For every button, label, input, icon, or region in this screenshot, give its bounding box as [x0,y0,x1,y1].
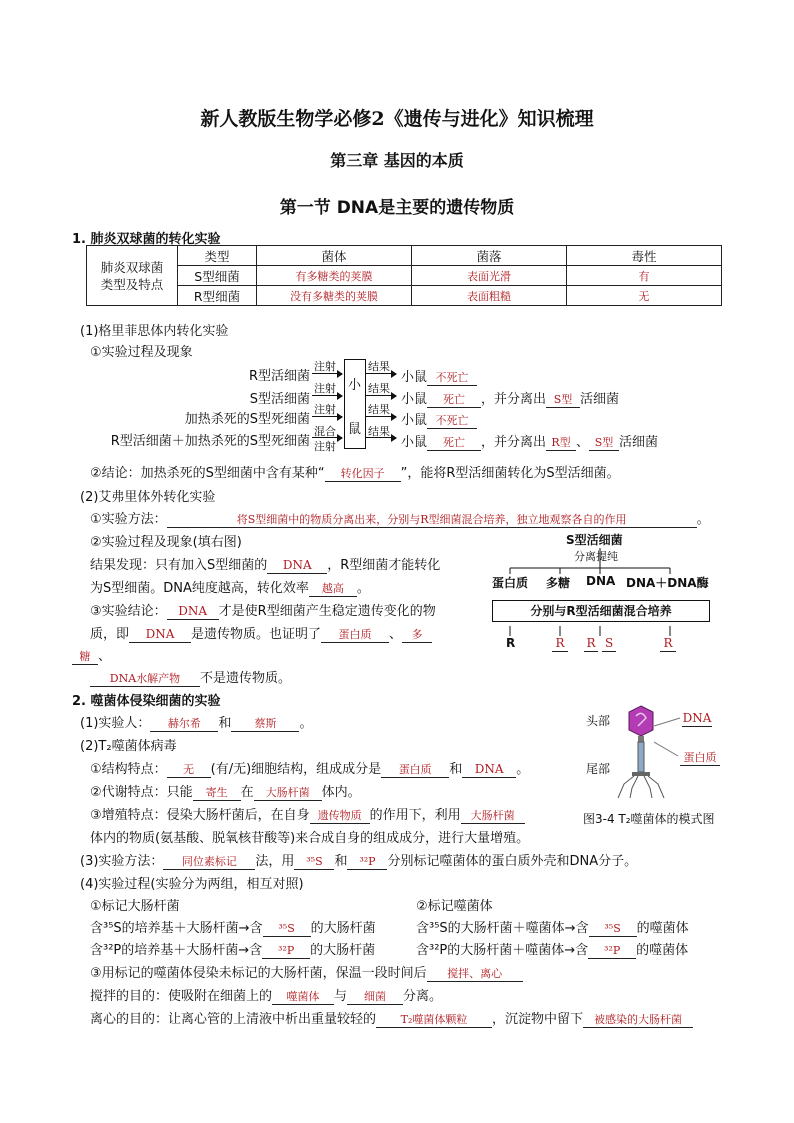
s2-process: (4)实验过程(实验分为两组，相互对照) [80,877,304,892]
avery-item: DNA＋DNA酶 [626,576,709,590]
phage-head-label: 头部 [586,714,611,728]
phage-caption: 图3-4 T₂噬菌体的模式图 [583,812,715,826]
table-rowhead: 肺炎双球菌 类型及特点 [87,246,178,306]
s2-metabolism: ②代谢特点：只能 寄生 在 大肠杆菌 体内。 [90,785,361,800]
arrow [312,395,342,396]
inject-label: 注射 [314,440,336,453]
result-label: 结果 [368,382,390,395]
avery-find: 结果发现：只有加入S型细菌的 DNA ，R型细菌才能转化 [90,558,441,573]
arrow [312,437,342,438]
griffith-process: ①实验过程及现象 [90,345,193,360]
mouse-char: 鼠 [348,422,362,437]
s2-ecoli-2: 含³²P的培养基＋大肠杆菌→含 ³²P 的大肠杆菌 [90,943,376,958]
table-header: 类型 [178,246,257,266]
outcome-row-2: 小鼠 死亡 ，并分离出 S型 活细菌 [401,392,620,407]
table-header: 菌落 [412,246,567,266]
doc-title: 新人教版生物学必修2《遗传与进化》知识梳理 [200,108,594,130]
s2-phage-title: ②标记噬菌体 [416,899,493,914]
result-label: 结果 [368,360,390,373]
avery-culture-box: 分别与R型活细菌混合培养 [492,600,710,622]
arrow [366,395,396,396]
avery-result: R [506,636,516,650]
s1-heading: 1. 肺炎双球菌的转化实验 [72,232,221,247]
result-label: 结果 [368,425,390,438]
table-cell: 无 [567,286,722,306]
avery-item: DNA [586,574,616,588]
phage-tail-label: 尾部 [586,762,611,776]
arrow [366,373,396,374]
s2-phage-2: 含³²P的大肠杆菌＋噬菌体→含 ³²P 的噬菌体 [416,943,689,958]
s2-virus: (2)T₂噬菌体病毒 [80,739,177,754]
table-cell: R型细菌 [178,286,257,306]
bacteria-table [86,245,722,306]
avery-result-title: ②实验过程及现象(填右图) [90,535,242,550]
avery-result: R [552,636,568,652]
chapter-title: 第三章 基因的本质 [330,151,464,170]
table-cell: S型细菌 [178,266,257,286]
s2-ecoli-title: ①标记大肠杆菌 [90,899,180,914]
arrow [312,373,342,374]
inject-label: 注射 [314,403,336,416]
phage-protein-label: 蛋白质 [680,750,720,766]
s2-people: (1)实验人： 赫尔希 和 蔡斯 。 [80,716,313,731]
result-label: 结果 [368,403,390,416]
outcome-row-4: 小鼠 死亡 ，并分离出 R型 、 S型 活细菌 [401,435,659,450]
table-cell: 没有多糖类的荚膜 [257,286,412,306]
griffith-left-4: R型活细菌＋加热杀死的S型死细菌 [110,434,310,449]
s2-replication-2: 体内的物质(氨基酸、脱氧核苷酸等)来合成自身的组成成分，进行大量增殖。 [90,831,530,846]
s2-method: (3)实验方法： 同位素标记 法，用 ³⁵S 和 ³²P 分别标记噬菌体的蛋白质外壳和DNA分子。 [80,854,638,869]
table-header: 菌体 [257,246,412,266]
s2-centrifuge: 离心的目的：让离心管的上清液中析出重量较轻的 T₂噬菌体颗粒 ，沉淀物中留下 被感染的大肠杆菌 [90,1008,693,1028]
griffith-left-1: R型活细菌 [248,369,310,384]
avery-conclusion-2: 质，即 DNA 是遗传物质。也证明了 蛋白质 、 多 [90,623,432,643]
phage-dna-label: DNA [682,711,712,725]
arrow [312,416,342,417]
avery-diagram-sub: 分离提纯 [574,550,618,563]
inject-label: 注射 [314,382,336,395]
table-cell: 表面光滑 [412,266,567,286]
table-cell: 有多糖类的荚膜 [257,266,412,286]
s2-ecoli-1: 含³⁵S的培养基＋大肠杆菌→含 ³⁵S 的大肠杆菌 [90,921,376,936]
table-header: 毒性 [567,246,722,266]
mix-label: 混合 [314,425,336,438]
s2-phage-1: 含³⁵S的大肠杆菌＋噬菌体→含 ³⁵S 的噬菌体 [416,921,689,936]
arrow [366,416,396,417]
griffith-title: (1)格里菲思体内转化实验 [80,324,229,339]
avery-result: R [660,636,676,652]
s2-infect: ③用标记的噬菌体侵染未标记的大肠杆菌，保温一段时间后 搅拌、离心 [90,962,523,982]
avery-diagram-top: S型活细菌 [566,533,623,547]
avery-result: R S [584,636,616,652]
avery-item: 多糖 [546,576,571,590]
avery-method: ①实验方法： 将S型细菌中的物质分离出来，分别与R型细菌混合培养，独立地观察各自的作用 。 [90,512,710,527]
outcome-row-1: 小鼠 不死亡 [401,366,477,386]
avery-conclusion-4: DNA水解产物 不是遗传物质。 [90,667,291,687]
s2-stir: 搅拌的目的：使吸附在细菌上的 噬菌体 与 细菌 分离。 [90,989,443,1004]
mouse-char: 小 [348,378,362,393]
griffith-left-2: S型活细菌 [249,392,310,407]
table-cell: 表面粗糙 [412,286,567,306]
outcome-row-3: 小鼠 不死亡 [401,409,477,429]
table-cell: 有 [567,266,722,286]
section-title: 第一节 DNA是主要的遗传物质 [279,198,515,218]
griffith-conclusion: ②结论：加热杀死的S型细菌中含有某种“ 转化因子 ”，能将R型活细菌转化为S型活细菌。 [90,466,620,481]
inject-label: 注射 [314,360,336,373]
arrow [366,437,396,438]
s2-structure: ①结构特点： 无 (有/无)细胞结构，组成成分是 蛋白质 和 DNA 。 [90,762,530,777]
s2-heading: 2. 噬菌体侵染细菌的实验 [72,694,221,709]
s2-replication: ③增殖特点：侵染大肠杆菌后，在自身 遗传物质 的作用下，利用 大肠杆菌 [90,804,525,824]
avery-title: (2)艾弗里体外转化实验 [80,490,216,505]
avery-conclusion: ③实验结论： DNA 才是使R型细菌产生稳定遗传变化的物 [90,604,436,619]
griffith-left-3: 加热杀死的S型死细菌 [184,412,310,427]
avery-line2: 为S型细菌。DNA纯度越高，转化效率 越高 。 [90,581,370,596]
avery-conclusion-3: 糖 、 [72,645,111,665]
avery-item: 蛋白质 [492,576,529,590]
avery-diagram-lines [480,540,720,650]
